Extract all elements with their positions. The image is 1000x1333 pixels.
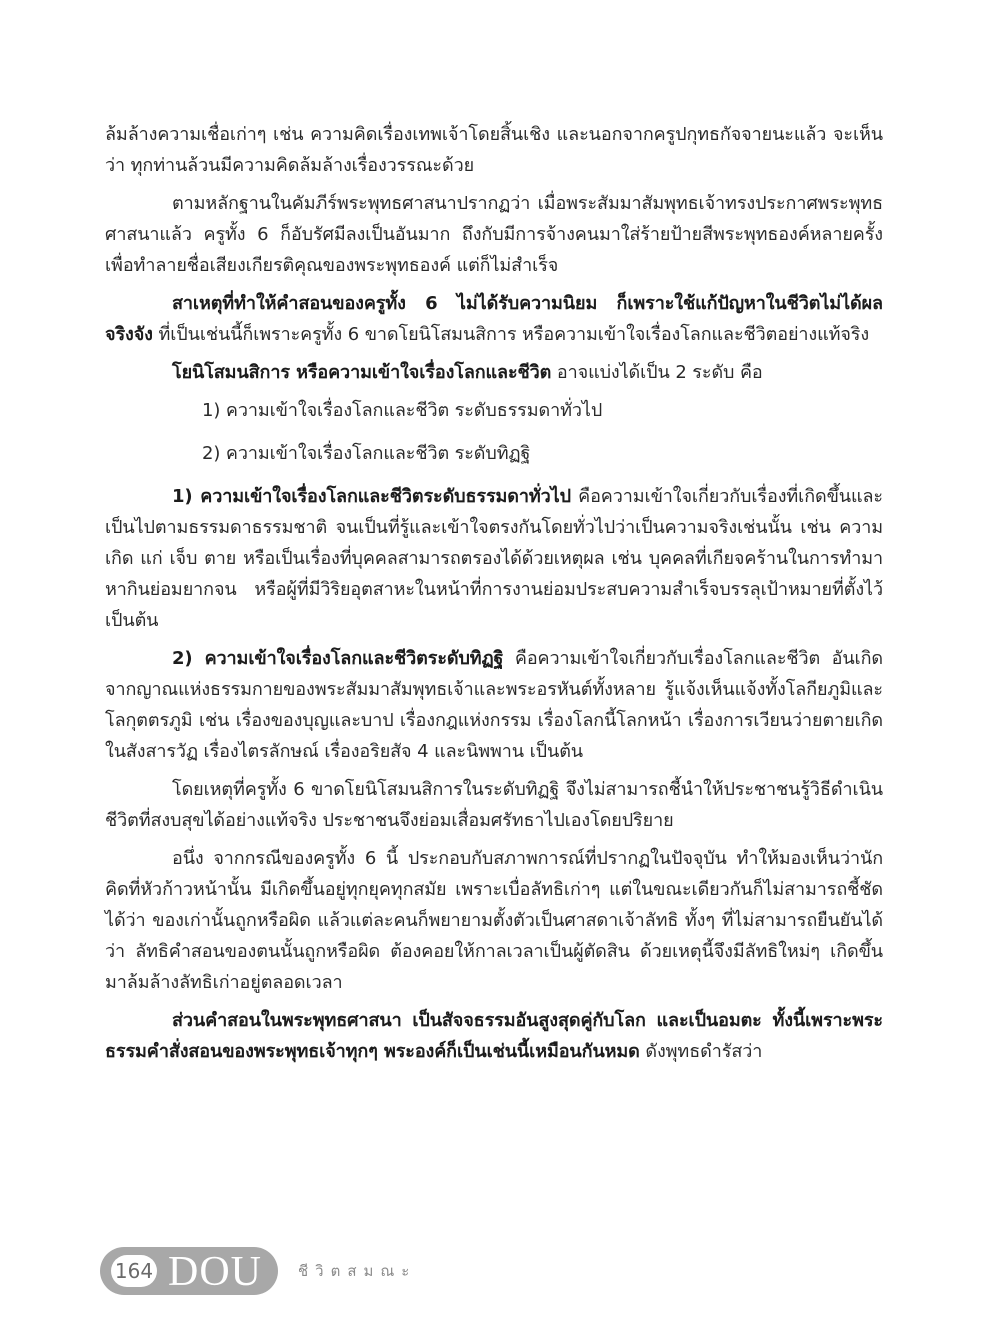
paragraph-level-2-bold: 2) ความเข้าใจเรื่องโลกและชีวิตระดับทิฏฐิ: [172, 648, 504, 669]
paragraph-10-text: อนึ่ง จากกรณีของครูทั้ง 6 นี้ ประกอบกับสภาพการณ์ที่ปรากฏในปัจจุบัน ทำให้มองเห็นว่านักคิดที่หัวก้าวหน้านั้น มีเกิดขึ้นอยู่ทุกยุคทุกสมัย เพราะเบื่อลัทธิเก่าๆ แต่ในขณะเดียวกันก็ไม่สามารถชี้ชัดได้ว่า ของเก่านั้นถูกหรือผิด แล้วแต่ละคนก็พยายามตั้งตัวเป็นศาสดาเจ้าลัทธิ ทั้งๆ ที่ไม่สามารถยืนยันได้ว่า ลัทธิคำสอนของตนนั้นถูกหรือผิด ต้องคอยให้กาลเวลาเป็นผู้ตัดสิน ด้วยเหตุนี้จึงมีลัทธิใหม่ๆ เกิดขึ้นมาล้มล้างลัทธิเก่าอยู่ตลอดเวลา: [105, 848, 883, 993]
brand-logo: DOU: [168, 1249, 262, 1295]
paragraph-9: [105, 774, 883, 836]
paragraph-1: [105, 119, 883, 181]
paragraph-level-2: [105, 643, 883, 767]
footer-tab: [100, 1247, 278, 1295]
paragraph-11-text: ดังพุทธดำรัสว่า: [639, 1041, 763, 1062]
paragraph-11-bold: ส่วนคำสอนในพระพุทธศาสนา เป็นสัจจธรรมอันสูงสุดคู่กับโลก และเป็นอมตะ ทั้งนี้เพราะพระธรรมคำสั่งสอนของพระพุทธเจ้าทุกๆ พระองค์ก็เป็นเช่นนี้เหมือนกันหมด: [105, 1010, 883, 1062]
book-title: ชีวิตสมณะ: [298, 1262, 417, 1280]
paragraph-level-1-text: คือความเข้าใจเกี่ยวกับเรื่องที่เกิดขึ้นและเป็นไปตามธรรมดาธรรมชาติ จนเป็นที่รู้และเข้าใจตรงกันโดยทั่วไปว่าเป็นความจริงเช่นนั้น เช่น ความเกิด แก่ เจ็บ ตาย หรือเป็นเรื่องที่บุคคลสามารถตรองได้ด้วยเหตุผล เช่น บุคคลที่เกียจคร้านในการทำมาหากินย่อมยากจน หรือผู้ที่มีวิริยอุตสาหะในหน้าที่การงานย่อมประสบความสำเร็จบรรลุเป้าหมายที่ตั้งไว้ เป็นต้น: [105, 486, 883, 631]
paragraph-4-bold: โยนิโสมนสิการ หรือความเข้าใจเรื่องโลกและชีวิต: [172, 362, 552, 383]
paragraph-3-bold: สาเหตุที่ทำให้คำสอนของครูทั้ง 6 ไม่ได้รับความนิยม ก็เพราะใช้แก้ปัญหาในชีวิตไม่ได้ผลจริงจัง: [105, 293, 883, 345]
paragraph-level-2-text: คือความเข้าใจเกี่ยวกับเรื่องโลกและชีวิต อันเกิดจากญาณแห่งธรรมกายของพระสัมมาสัมพุทธเจ้าและพระอรหันต์ทั้งหลาย รู้แจ้งเห็นแจ้งทั้งโลกียภูมิและโลกุตตรภูมิ เช่น เรื่องของบุญและบาป เรื่องกฎแห่งกรรม เรื่องโลกนี้โลกหน้า เรื่องการเวียนว่ายตายเกิดในสังสารวัฏ เรื่องไตรลักษณ์ เรื่องอริยสัจ 4 และนิพพาน เป็นต้น: [105, 648, 883, 762]
paragraph-4-text: อาจแบ่งได้เป็น 2 ระดับ คือ: [551, 362, 763, 383]
list-item-2: [105, 438, 883, 469]
paragraph-4: [105, 357, 883, 388]
paragraph-3-text: ที่เป็นเช่นนี้ก็เพราะครูทั้ง 6 ขาดโยนิโสมนสิการ หรือความเข้าใจเรื่องโลกและชีวิตอย่างแท้จริง: [152, 324, 870, 345]
paragraph-11: [105, 1005, 883, 1067]
paragraph-level-1-bold: 1) ความเข้าใจเรื่องโลกและชีวิตระดับธรรมดาทั่วไป: [172, 486, 571, 507]
paragraph-3: [105, 288, 883, 350]
list-item-2-text: 2) ความเข้าใจเรื่องโลกและชีวิต ระดับทิฏฐิ: [202, 443, 531, 464]
paragraph-2: [105, 188, 883, 281]
page-body: [105, 119, 883, 1074]
paragraph-10: [105, 843, 883, 998]
page-footer: [100, 1247, 480, 1295]
paragraph-9-text: โดยเหตุที่ครูทั้ง 6 ขาดโยนิโสมนสิการในระดับทิฏฐิ จึงไม่สามารถชี้นำให้ประชาชนรู้วิธีดำเนินชีวิตที่สงบสุขได้อย่างแท้จริง ประชาชนจึงย่อมเสื่อมศรัทธาไปเองโดยปริยาย: [105, 779, 883, 831]
page-number: 164: [111, 1255, 157, 1287]
list-item-1-text: 1) ความเข้าใจเรื่องโลกและชีวิต ระดับธรรมดาทั่วไป: [202, 400, 603, 421]
paragraph-1-text: ล้มล้างความเชื่อเก่าๆ เช่น ความคิดเรื่องเทพเจ้าโดยสิ้นเชิง และนอกจากครูปกุทธกัจจายนะแล้ว จะเห็นว่า ทุกท่านล้วนมีความคิดล้มล้างเรื่องวรรณะด้วย: [105, 124, 883, 176]
list-item-1: [105, 395, 883, 426]
paragraph-level-1: [105, 481, 883, 636]
paragraph-2-text: ตามหลักฐานในคัมภีร์พระพุทธศาสนาปรากฏว่า เมื่อพระสัมมาสัมพุทธเจ้าทรงประกาศพระพุทธศาสนาแล้ว ครูทั้ง 6 ก็อับรัศมีลงเป็นอันมาก ถึงกับมีการจ้างคนมาใส่ร้ายป้ายสีพระพุทธองค์หลายครั้ง เพื่อทำลายชื่อเสียงเกียรติคุณของพระพุทธองค์ แต่ก็ไม่สำเร็จ: [105, 193, 883, 276]
